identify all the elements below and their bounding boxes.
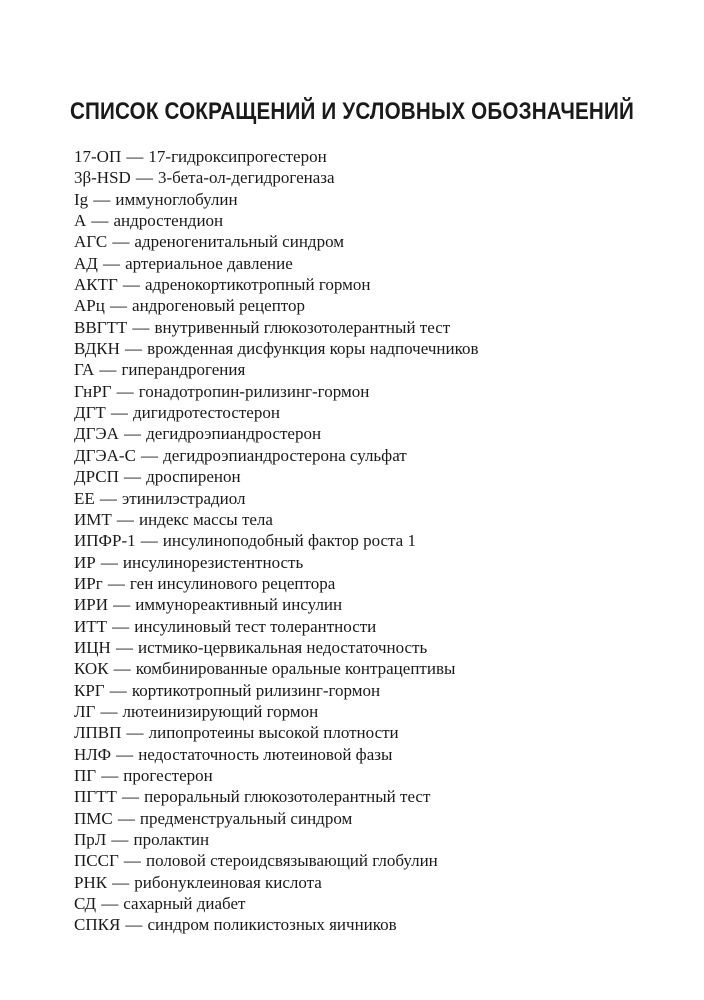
abbreviation-term: ДГТ bbox=[74, 403, 106, 423]
em-dash-separator: — bbox=[109, 296, 127, 316]
abbreviation-meaning: индекс массы тела bbox=[138, 509, 273, 529]
abbreviation-entry bbox=[74, 359, 674, 380]
em-dash-separator: — bbox=[116, 509, 134, 529]
abbreviation-meaning: инсулиновый тест толерантности bbox=[134, 616, 377, 636]
em-dash-separator: — bbox=[91, 211, 109, 231]
abbreviation-term: ЛПВП bbox=[74, 723, 122, 743]
page-title: СПИСОК СОКРАЩЕНИЙ И УСЛОВНЫХ ОБОЗНАЧЕНИЙ bbox=[69, 98, 635, 125]
em-dash-separator: — bbox=[107, 573, 125, 593]
abbreviation-entry bbox=[74, 210, 674, 231]
abbreviation-meaning: недостаточность лютеиновой фазы bbox=[138, 744, 393, 764]
em-dash-separator: — bbox=[135, 168, 153, 188]
abbreviation-meaning: адренокортикотропный гормон bbox=[145, 275, 371, 295]
abbreviation-term: 17-ОП bbox=[74, 147, 122, 166]
abbreviation-term: АРц bbox=[74, 296, 105, 316]
abbreviation-entry bbox=[74, 914, 674, 935]
abbreviation-meaning: предменструальный синдром bbox=[139, 808, 353, 828]
abbreviation-meaning: гонадотропин-рилизинг-гормон bbox=[138, 381, 370, 401]
abbreviation-entry bbox=[74, 146, 674, 167]
abbreviation-term: ДГЭА bbox=[74, 424, 119, 444]
abbreviation-term: ИТТ bbox=[74, 616, 108, 636]
abbreviation-entry bbox=[74, 274, 674, 295]
em-dash-separator: — bbox=[113, 659, 131, 679]
abbreviation-meaning: иммунореактивный инсулин bbox=[135, 595, 343, 615]
abbreviation-meaning: пролактин bbox=[133, 830, 210, 849]
abbreviation-term: АКТГ bbox=[74, 275, 118, 295]
em-dash-separator: — bbox=[116, 381, 134, 401]
abbreviation-meaning: ген инсулинового рецептора bbox=[129, 573, 336, 593]
abbreviation-entry bbox=[74, 488, 674, 509]
abbreviation-term: ИРИ bbox=[74, 595, 109, 615]
em-dash-separator: — bbox=[99, 360, 117, 380]
abbreviation-entry bbox=[74, 466, 674, 487]
em-dash-separator: — bbox=[123, 467, 141, 487]
abbreviation-meaning: дегидроэпиандростерона сульфат bbox=[163, 445, 407, 465]
abbreviation-meaning: липопротеины высокой плотности bbox=[148, 723, 399, 743]
em-dash-separator: — bbox=[116, 744, 134, 764]
em-dash-separator: — bbox=[125, 915, 143, 935]
abbreviation-term: СПКЯ bbox=[74, 915, 121, 935]
abbreviation-term: СД bbox=[74, 894, 97, 914]
abbreviation-entry bbox=[74, 594, 674, 615]
abbreviation-term: КРГ bbox=[74, 680, 105, 700]
abbreviation-term: ПМС bbox=[74, 808, 113, 828]
abbreviation-meaning: инсулинорезистентность bbox=[122, 552, 304, 572]
abbreviation-term: Ig bbox=[74, 189, 89, 209]
abbreviation-entry bbox=[74, 338, 674, 359]
abbreviation-meaning: инсулиноподобный фактор роста 1 bbox=[162, 531, 416, 551]
abbreviation-term: ПГ bbox=[74, 765, 97, 785]
abbreviation-entry bbox=[74, 744, 674, 765]
abbreviation-meaning: рибонуклеиновая кислота bbox=[134, 872, 322, 892]
abbreviation-meaning: сахарный диабет bbox=[123, 894, 246, 914]
abbreviation-entry bbox=[74, 786, 674, 807]
em-dash-separator: — bbox=[112, 232, 130, 252]
abbreviation-entry bbox=[74, 552, 674, 573]
abbreviation-entry bbox=[74, 829, 674, 850]
abbreviation-entry bbox=[74, 253, 674, 274]
abbreviation-entry bbox=[74, 765, 674, 786]
abbreviation-meaning: андростендион bbox=[113, 211, 224, 231]
abbreviation-entry bbox=[74, 680, 674, 701]
abbreviation-meaning: 17-гидроксипрогестерон bbox=[148, 147, 327, 166]
em-dash-separator: — bbox=[125, 339, 142, 359]
em-dash-separator: — bbox=[112, 616, 130, 636]
abbreviation-meaning: артериальное давление bbox=[125, 253, 293, 273]
abbreviation-term: ИРг bbox=[74, 573, 103, 593]
abbreviation-entry bbox=[74, 423, 674, 444]
abbreviation-term: РНК bbox=[74, 872, 108, 892]
em-dash-separator: — bbox=[122, 275, 140, 295]
abbreviation-term: ЛГ bbox=[74, 701, 96, 721]
abbreviation-meaning: гиперандрогения bbox=[121, 360, 246, 380]
abbreviation-meaning: истмико-цервикальная недостаточность bbox=[138, 637, 428, 657]
abbreviation-meaning: этинилэстрадиол bbox=[121, 488, 246, 508]
abbreviation-entry bbox=[74, 295, 674, 316]
abbreviation-term: ПГТТ bbox=[74, 787, 117, 807]
em-dash-separator: — bbox=[99, 488, 117, 508]
abbreviation-term: ИЦН bbox=[74, 637, 111, 657]
abbreviation-entry bbox=[74, 808, 674, 829]
em-dash-separator: — bbox=[93, 189, 111, 209]
abbreviation-entry bbox=[74, 658, 674, 679]
abbreviation-entry bbox=[74, 850, 674, 871]
em-dash-separator: — bbox=[100, 701, 118, 721]
em-dash-separator: — bbox=[101, 894, 119, 914]
abbreviation-entry bbox=[74, 701, 674, 722]
abbreviation-term: ИР bbox=[74, 552, 96, 572]
em-dash-separator: — bbox=[126, 723, 144, 743]
abbreviation-term: А bbox=[74, 211, 87, 231]
abbreviation-entry bbox=[74, 637, 674, 658]
em-dash-separator: — bbox=[111, 830, 129, 849]
abbreviation-entry bbox=[74, 317, 674, 338]
abbreviation-entry bbox=[74, 167, 674, 188]
em-dash-separator: — bbox=[124, 424, 142, 444]
abbreviation-meaning: иммуноглобулин bbox=[115, 189, 238, 209]
abbreviation-term: 3β-HSD bbox=[74, 168, 131, 188]
abbreviation-term: ВДКН bbox=[74, 339, 120, 359]
abbreviation-meaning: врожденная дисфункция коры надпочечников bbox=[147, 339, 479, 359]
abbreviation-term: ЕЕ bbox=[74, 488, 95, 508]
em-dash-separator: — bbox=[101, 765, 119, 785]
abbreviation-term: АД bbox=[74, 253, 98, 273]
abbreviation-entry bbox=[74, 616, 674, 637]
abbreviation-entry bbox=[74, 872, 674, 893]
em-dash-separator: — bbox=[100, 552, 118, 572]
abbreviation-meaning: синдром поликистозных яичников bbox=[147, 915, 397, 935]
abbreviation-entry bbox=[74, 402, 674, 423]
abbreviation-entry bbox=[74, 530, 674, 551]
em-dash-separator: — bbox=[112, 872, 130, 892]
abbreviation-meaning: адреногенитальный синдром bbox=[134, 232, 345, 252]
em-dash-separator: — bbox=[141, 445, 159, 465]
em-dash-separator: — bbox=[110, 403, 128, 423]
abbreviation-term: ИМТ bbox=[74, 509, 112, 529]
abbreviation-meaning: дегидроэпиандростерон bbox=[146, 424, 322, 444]
abbreviation-entry bbox=[74, 893, 674, 914]
abbreviation-meaning: 3-бета-ол-дегидрогеназа bbox=[158, 168, 335, 188]
abbreviation-term: ПрЛ bbox=[74, 830, 107, 849]
abbreviation-entry bbox=[74, 722, 674, 743]
abbreviation-term: АГС bbox=[74, 232, 108, 252]
abbreviation-entry bbox=[74, 509, 674, 530]
abbreviation-meaning: внутривенный глюкозотолерантный тест bbox=[154, 317, 451, 337]
em-dash-separator: — bbox=[140, 531, 158, 551]
em-dash-separator: — bbox=[102, 253, 120, 273]
abbreviation-meaning: кортикотропный рилизинг-гормон bbox=[131, 680, 381, 700]
abbreviation-meaning: дигидротестостерон bbox=[133, 403, 280, 423]
em-dash-separator: — bbox=[113, 595, 131, 615]
em-dash-separator: — bbox=[117, 808, 135, 828]
abbreviation-meaning: комбинированные оральные контрацептивы bbox=[135, 659, 456, 679]
abbreviation-term: НЛФ bbox=[74, 744, 112, 764]
abbreviation-term: ДГЭА-С bbox=[74, 445, 136, 465]
abbreviation-entry bbox=[74, 445, 674, 466]
abbreviation-entry bbox=[74, 189, 674, 210]
em-dash-separator: — bbox=[123, 851, 141, 871]
abbreviation-term: ВВГТТ bbox=[74, 317, 128, 337]
em-dash-separator: — bbox=[121, 787, 139, 807]
abbreviation-term: ПССГ bbox=[74, 851, 119, 871]
abbreviation-meaning: дроспиренон bbox=[146, 467, 241, 487]
abbreviation-list bbox=[74, 146, 674, 936]
em-dash-separator: — bbox=[115, 637, 133, 657]
abbreviation-term: ГнРГ bbox=[74, 381, 112, 401]
em-dash-separator: — bbox=[126, 147, 144, 166]
abbreviation-term: ИПФР-1 bbox=[74, 531, 136, 551]
abbreviation-entry bbox=[74, 231, 674, 252]
abbreviation-term: КОК bbox=[74, 659, 109, 679]
abbreviation-meaning: пероральный глюкозотолерантный тест bbox=[144, 787, 431, 807]
abbreviation-meaning: лютеинизирующий гормон bbox=[122, 701, 319, 721]
abbreviation-meaning: андрогеновый рецептор bbox=[132, 296, 306, 316]
abbreviation-meaning: прогестерон bbox=[123, 765, 213, 785]
abbreviation-term: ГА bbox=[74, 360, 95, 380]
abbreviation-entry bbox=[74, 573, 674, 594]
em-dash-separator: — bbox=[109, 680, 127, 700]
abbreviation-term: ДРСП bbox=[74, 467, 119, 487]
abbreviation-meaning: половой стероидсвязывающий глобулин bbox=[145, 851, 438, 871]
abbreviation-entry bbox=[74, 381, 674, 402]
em-dash-separator: — bbox=[132, 317, 150, 337]
